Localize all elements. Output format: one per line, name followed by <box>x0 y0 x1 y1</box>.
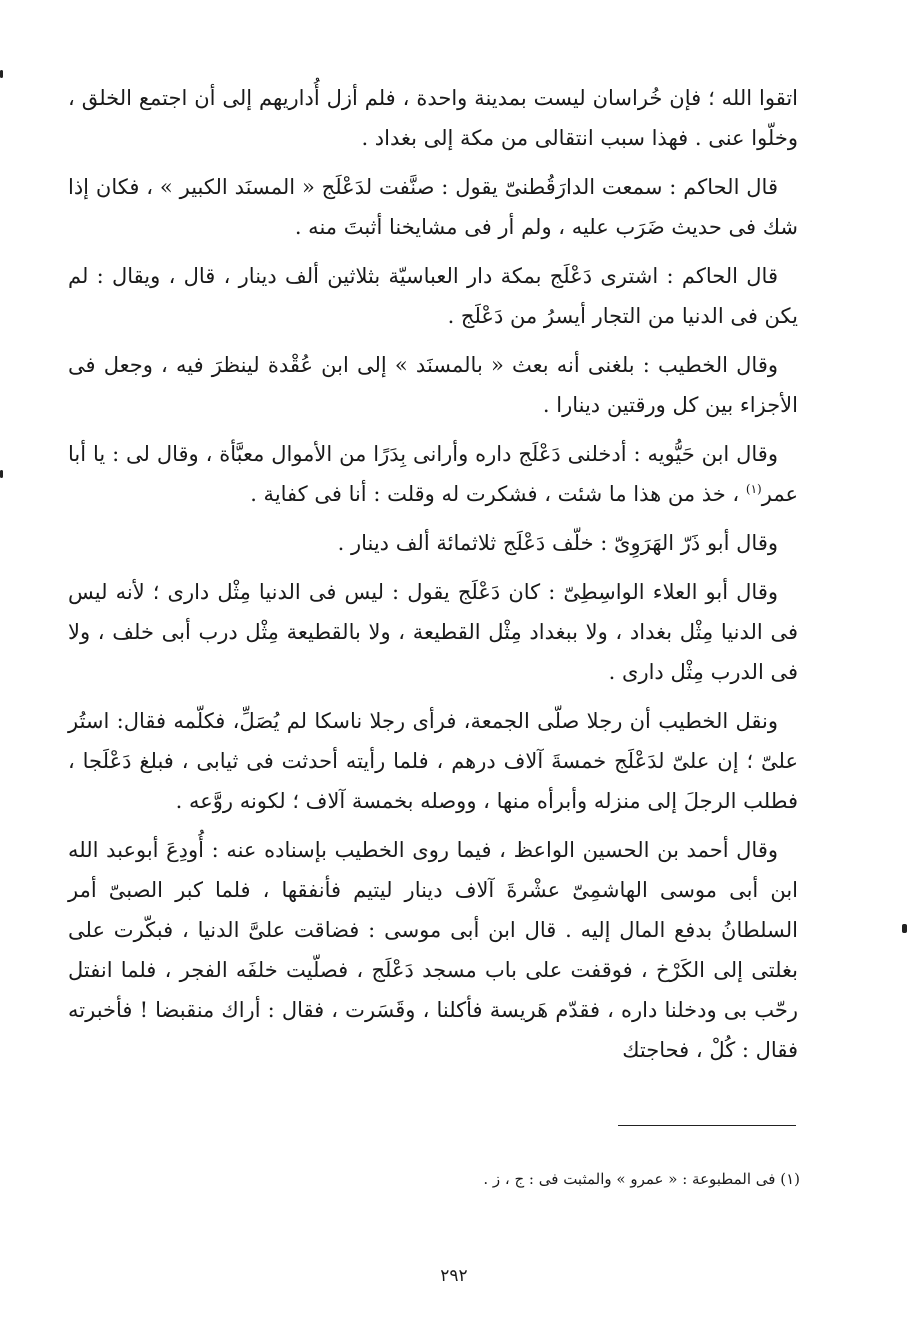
paragraph-ibn-hayyuwayh <box>68 434 798 514</box>
paragraph-hakim-abbasiyya <box>68 256 798 336</box>
paragraph-text: وقال الخطيب : بلغنى أنه بعث « بالمسنَد » إلى ابن عُقْدة لينظرَ فيه ، وجعل فى الأجزاء بين كل ورقتين دينارا . <box>68 353 798 417</box>
paragraph-text: قال الحاكم : سمعت الدارَقُطنىّ يقول : صنَّفت لدَعْلَج « المسنَد الكبير » ، فكان إذا شك فى حديث ضَرَب عليه ، ولم أر فى مشايخنا أثبتَ منه . <box>68 175 798 239</box>
page-edge-mark-top <box>0 70 3 78</box>
paragraph-khatib-jumua <box>68 701 798 821</box>
footnote: (١) فى المطبوعة : « عمرو » والمثبت فى : ج ، ز . <box>483 1170 800 1188</box>
paragraph-text: قال الحاكم : اشترى دَعْلَج بمكة دار العباسيّة بثلاثين ألف دينار ، قال ، ويقال : لم يكن فى الدنيا من التجار أيسرُ من دَعْلَج . <box>68 264 798 328</box>
footnote-separator <box>618 1125 796 1126</box>
paragraph-text-after: ، خذ من هذا ما شئت ، فشكرت له وقلت : أنا فى كفاية . <box>250 482 740 506</box>
paragraph-text-before: وقال ابن حَيُّويه : أدخلنى دَعْلَج داره وأرانى بِدَرًا من الأموال معبَّأة ، وقال لى : يا أبا عمر <box>68 442 798 506</box>
paragraph-text: وقال أحمد بن الحسين الواعظ ، فيما روى الخطيب بإسناده عنه : أُودِعَ أبوعبد الله ابن أبى موسى الهاشمِىّ عشْرةَ آلاف دينار ليتيم فأنفقها ، فلما كبر الصبىّ أمر السلطانُ بدفع المال إليه . قال ابن أبى موسى : فضاقت علىَّ الدنيا ، فبكّرت على بغلتى إلى الكَرْخ ، فوقفت على باب مسجد دَعْلَج ، فصلّيت خلفَه الفجر ، فلما انفتل رحّب بى ودخلنا داره ، فقدّم هَريسة فأكلنا ، وقَسَرت ، فقال : أراك منقبضا ! فأخبرته فقال : كُلْ ، فحاجتك <box>68 838 798 1062</box>
paragraph-khatib-musnad <box>68 345 798 425</box>
paragraph-text: اتقوا الله ؛ فإن خُراسان ليست بمدينة واحدة ، فلم أزل أُداريهم إلى أن اجتمع الخلق ، وخلّوا عنى . فهذا سبب انتقالى من مكة إلى بغداد . <box>68 86 798 150</box>
paragraph-continuation <box>68 78 798 158</box>
footnote-reference: (١) <box>745 482 762 496</box>
paragraph-ahmad-waiz <box>68 830 798 1070</box>
paragraph-text: وقال أبو ذَرّ الهَرَوِىّ : خلّف دَعْلَج ثلاثمائة ألف دينار . <box>337 531 778 555</box>
paragraph-hakim-daraqutni <box>68 167 798 247</box>
paragraph-abu-dharr <box>68 523 798 563</box>
page-body <box>68 78 798 1079</box>
paragraph-text: وقال أبو العلاء الواسِطِىّ : كان دَعْلَج يقول : ليس فى الدنيا مِثْل دارى ؛ لأنه ليس فى الدنيا مِثْل بغداد ، ولا ببغداد مِثْل القطيعة ، ولا بالقطيعة مِثْل درب أبى خلف ، ولا فى الدرب مِثْل دارى . <box>68 580 798 684</box>
page-number: ٢٩٢ <box>440 1266 468 1286</box>
page-edge-mark-middle <box>0 470 3 478</box>
paragraph-abu-al-ala <box>68 572 798 692</box>
page-edge-mark-right <box>902 924 907 933</box>
paragraph-text: ونقل الخطيب أن رجلا صلّى الجمعة، فرأى رجلا ناسكا لم يُصَلِّ، فكلّمه فقال: استُر علىّ ؛ إن علىّ لدَعْلَج خمسةَ آلاف درهم ، فلما رأيته أحدثت فى ثيابى ، فبلغ دَعْلَجا ، فطلب الرجلَ إلى منزله وأبرأه منها ، ووصله بخمسة آلاف ؛ لكونه روَّعه . <box>68 709 798 813</box>
